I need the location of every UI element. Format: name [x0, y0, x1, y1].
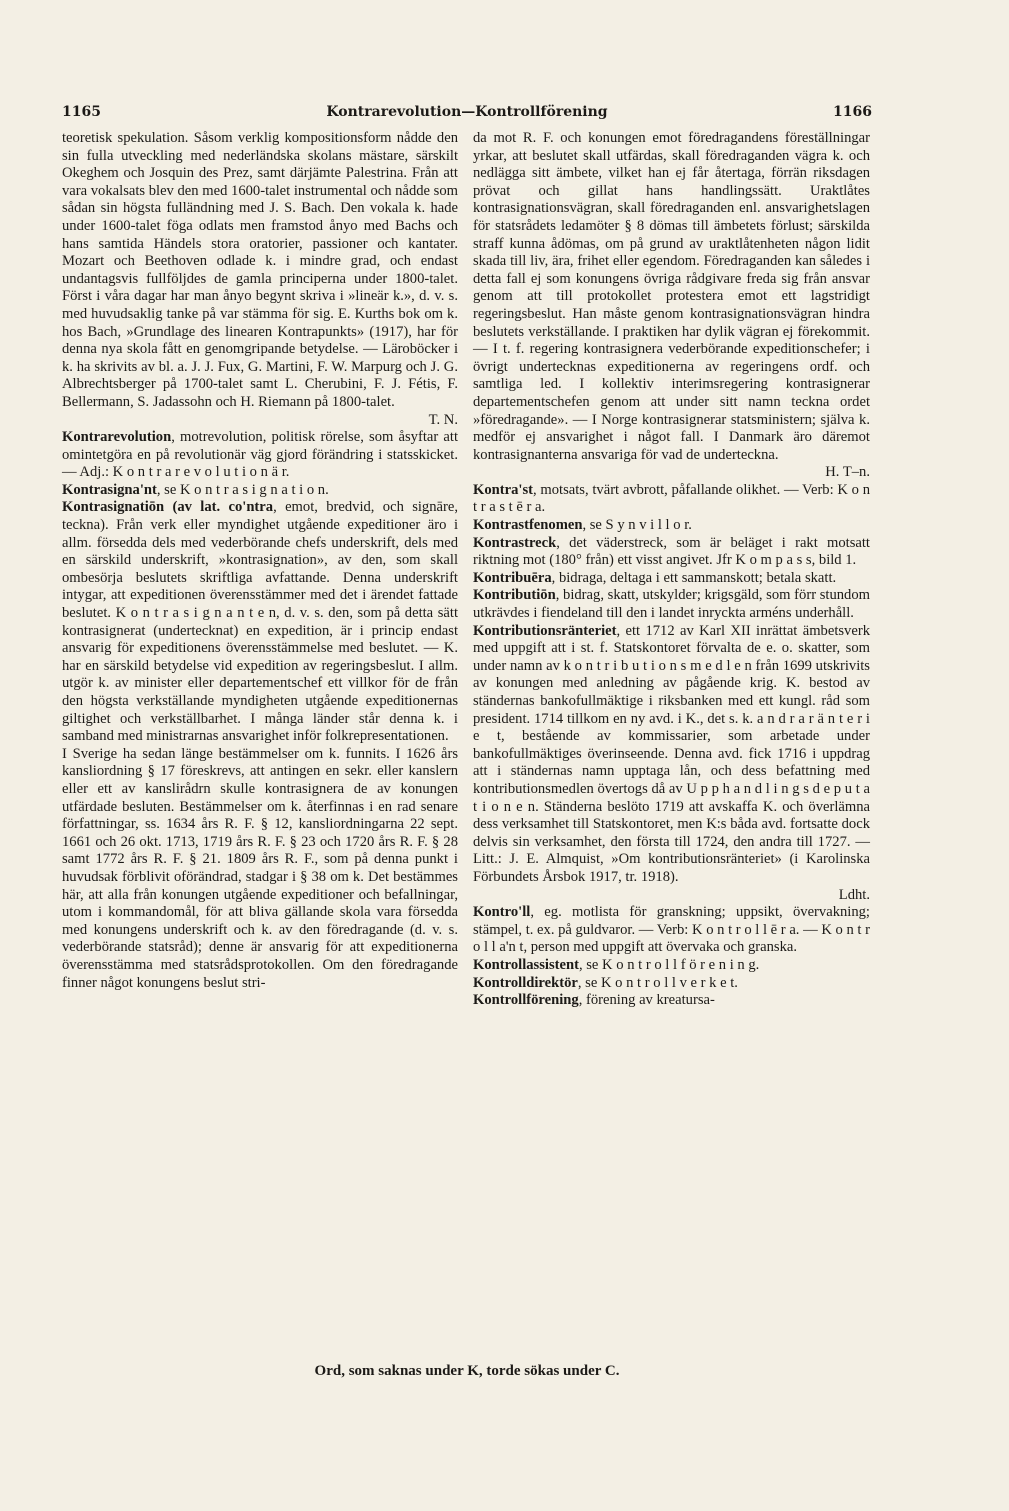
entry-kontrastfenomen: Kontrastfenomen, se S y n v i l l o r.: [473, 517, 692, 534]
entry-kontrasignation-sverige: I Sverige ha sedan länge bestämmelser om k. funnits. I 1626 års kansliordning § 17 föreskrevs, att antingen en sekr. eller kanslern eller ett av kanslirådrn skulle kontrasignera de av konungen utfärdade besluten. Bestämmelser om k. återfinnas i en rad senare författningar, ss. 1634 års R. F. § 12, kansliordningarna 22 sept. 1661 och 26 okt. 1713, 1719 års R. F. § 23 och 1720 års R. F. § 28 samt 1772 års R. F. § 21. 1809 års R. F., som på denna punkt i huvudsak förblivit oförändrad, stadgar i § 38 om k. Det bestämmes här, att alla från konungen utgående expeditioner och befallningar, utom i kommandomål, för att bliva gällande skola vara försedda med konungens underskrift och k. av den föredragande (d. v. s. vederbörande statsråd); denne är ansvarig för att expeditionerna överensstämma med statsrådsprotokollen. Om den föredragande finner något konungens beslut stri-: [62, 745, 458, 991]
entry-kontribution: Kontributiōn, bidrag, skatt, utskylder; krigsgäld, som förr stundom utkrävdes i fiendeland till den i landet inryckta arméns underhåll.: [473, 587, 870, 622]
author-signature: H. T–n.: [825, 464, 870, 481]
entry-kontribuera: Kontribuēra, bidraga, deltaga i ett sammanskott; betala skatt.: [473, 569, 837, 586]
page-header: [62, 104, 872, 124]
entry-kontrollassistent: Kontrollassistent, se K o n t r o l l f ö r e n i n g.: [473, 956, 760, 973]
page-footer-note: Ord, som saknas under K, torde sökas under C.: [314, 1363, 620, 1379]
entry-kontrolldirektor: Kontrolldirektör, se K o n t r o l l v e r k e t.: [473, 974, 738, 991]
entry-kontrasignation-continued: da mot R. F. och konungen emot föredragandens föreställningar yrkar, att beslutet skall utfärdas, skall föredraganden vägra k. och nedlägga sitt ämbete, vilket han ej får återtaga, förrän riksdagen prövat och gillat hans handlingssätt. Uraktlåtes kontrasignationsvägran, skall föredraganden enl. ansvarighetslagen för statsrådets ledamöter § 8 dömas till ämbetets förlust; särskilda straff kunna ådömas, om på grund av uraktlåtenheten någon lidit skada till liv, ära, frihet eller egendom. Föredraganden kan således i detta fall ej som konungens övriga rådgivare freda sig från ansvar genom att till protokollet protestera emot ett lagstridigt regeringsbeslut. Han måste genom kontrasignationsvägran hindra beslutets verkställande. I praktiken har dylik vägran ej förekommit. — I t. f. regering kontrasignera vederbörande expeditionschefer; i övrigt undertecknas expeditionerna av regeringens ordf. och samtliga led. I kollektiv interimsregering kontrasignerar departementschefen genom att under sitt namn teckna ordet »föredragande». — I Norge kontrasignerar statsministern; själva k. medför ej ansvarighet i något fall. I Danmark äro däremot kontrasignanterna ansvariga för vad de underteckna.: [473, 130, 870, 463]
entry-kontrollforening: Kontrollförening, förening av kreatursa-: [473, 992, 715, 1009]
entry-kontrasignation: Kontrasignatiōn (av lat. co'ntra, emot, bredvid, och signāre, teckna). Från verk eller myndighet utgående expeditioner äro i allm. försedda dels med vederbörande chefs underskrift, dels med en särskild underskrift, »kontrasignation», av den, som skall ombesörja beslutets skriftliga avfattande. Denna underskrift intygar, att expeditionen överensstämmer med det i ärendet fattade beslutet. K o n t r a s i g n a n t e n, d. v. s. den, som på detta sätt kontrasignerat (undertecknat) en expedition, är i princip endast ansvarig för expeditionens överensstämmelse med beslutet. — K. har en särskild betydelse vid expedition av regeringsbeslut. I allm. utgör k. av minister eller departementschef ett villkor för de från den högsta verkställande myndigheten utgående expeditionernas giltighet och verkställbarhet. I många länder står denna k. i samband med ministrarnas ansvarighet inför folkrepresentationen.: [62, 499, 458, 745]
entry-kontroll: Kontro'll, eg. motlista för granskning; uppsikt, övervakning; stämpel, t. ex. på guldvaror. — Verb: K o n t r o l l ē r a. — K o n t r o l l a'n t, person med uppgift att övervaka och granska.: [473, 904, 870, 956]
right-column: [473, 130, 870, 1010]
running-title: Kontrarevolution—Kontrollförening: [326, 104, 608, 120]
page-number-left: 1165: [62, 104, 101, 120]
author-signature: T. N.: [428, 411, 458, 428]
entry-kontrastreck: Kontrastreck, det väderstreck, som är beläget i rakt motsatt riktning mot (180° från) ett visst angivet. Jfr K o m p a s s, bild 1.: [473, 534, 870, 569]
entry-kontrast: Kontra'st, motsats, tvärt avbrott, påfallande olikhet. — Verb: K o n t r a s t ē r a.: [473, 481, 870, 516]
entry-kontrasignant: Kontrasigna'nt, se K o n t r a s i g n a t i o n.: [62, 481, 329, 498]
left-column: [62, 130, 458, 992]
author-signature: Ldht.: [838, 886, 870, 903]
entry-kontrarevolution: Kontrarevolution, motrevolution, politisk rörelse, som åsyftar att omintetgöra en på revolutionär väg gjord förändring i statsskicket. — Adj.: K o n t r a r e v o l u t i o n ä r.: [62, 429, 458, 481]
entry-kontributionsranteriet: Kontributionsränteriet, ett 1712 av Karl XII inrättat ämbetsverk med uppgift att i st. f. Statskontoret förvalta de e. o. skatter, som under namn av k o n t r i b u t i o n s m e d l e n från 1699 utskrivits av konungen med anledning av pågående krig. K. bestod av ständernas bankofullmäktige i riksbanken med ett kungl. råd som president. 1714 tillkom en ny avd. i K., det s. k. a n d r a r ä n t e r i e t, bestående av kommissarier, som arbetade under bankofullmäktiges överinseende. Denna avd. fick 1716 i uppdrag att i ständernas namn upptaga lån, och dess befattning med kontributionsmedlen övertogs då av U p p h a n d l i n g s d e p u t a t i o n e n. Ständerna beslöto 1719 att avskaffa K. och överlämna dess verksamhet till Statskontoret, men K:s båda avd. fortsatte dock delvis sin verksamhet, den första till 1724, den andra till 1727. — Litt.: J. E. Almquist, »Om kontributionsränteriet» (i Karolinska Förbundets Årsbok 1917, tr. 1918).: [473, 622, 870, 885]
page-number-right: 1166: [833, 104, 872, 120]
entry-kontrapunkt-continued: teoretisk spekulation. Såsom verklig kompositionsform nådde den sin fulla utveckling med nederländska skolans mästare, särskilt Okeghem och Josquin des Prez, samt därjämte Palestrina. Från att vara vokalsats blev den med 1600-talet instrumental och nådde som sådan sin högsta fulländning med J. S. Bach. Den vokala k. hade under 1600-talet föga odlats men framstod ånyo med Bachs och hans samtida Händels stora oratorier, passioner och kantater. Mozart och Beethoven odlade k. i mindre grad, och endast undantagsvis fullföljdes de gamla principerna under 1800-talet. Först i våra dagar har man ånyo begynt skriva i »lineär k.», d. v. s. med huvudsaklig tanke på var stämma för sig. E. Kurths bok om k. hos Bach, »Grundlage des linearen Kontrapunkts» (1917), har för denna nya skola fått en genomgripande betydelse. — Läroböcker i k. ha skrivits av bl. a. J. J. Fux, G. Martini, F. W. Marpurg och J. G. Albrechtsberger på 1700-talet samt L. Cherubini, F. J. Fétis, F. Bellermann, S. Jadassohn och H. Riemann på 1800-talet.: [62, 130, 458, 410]
